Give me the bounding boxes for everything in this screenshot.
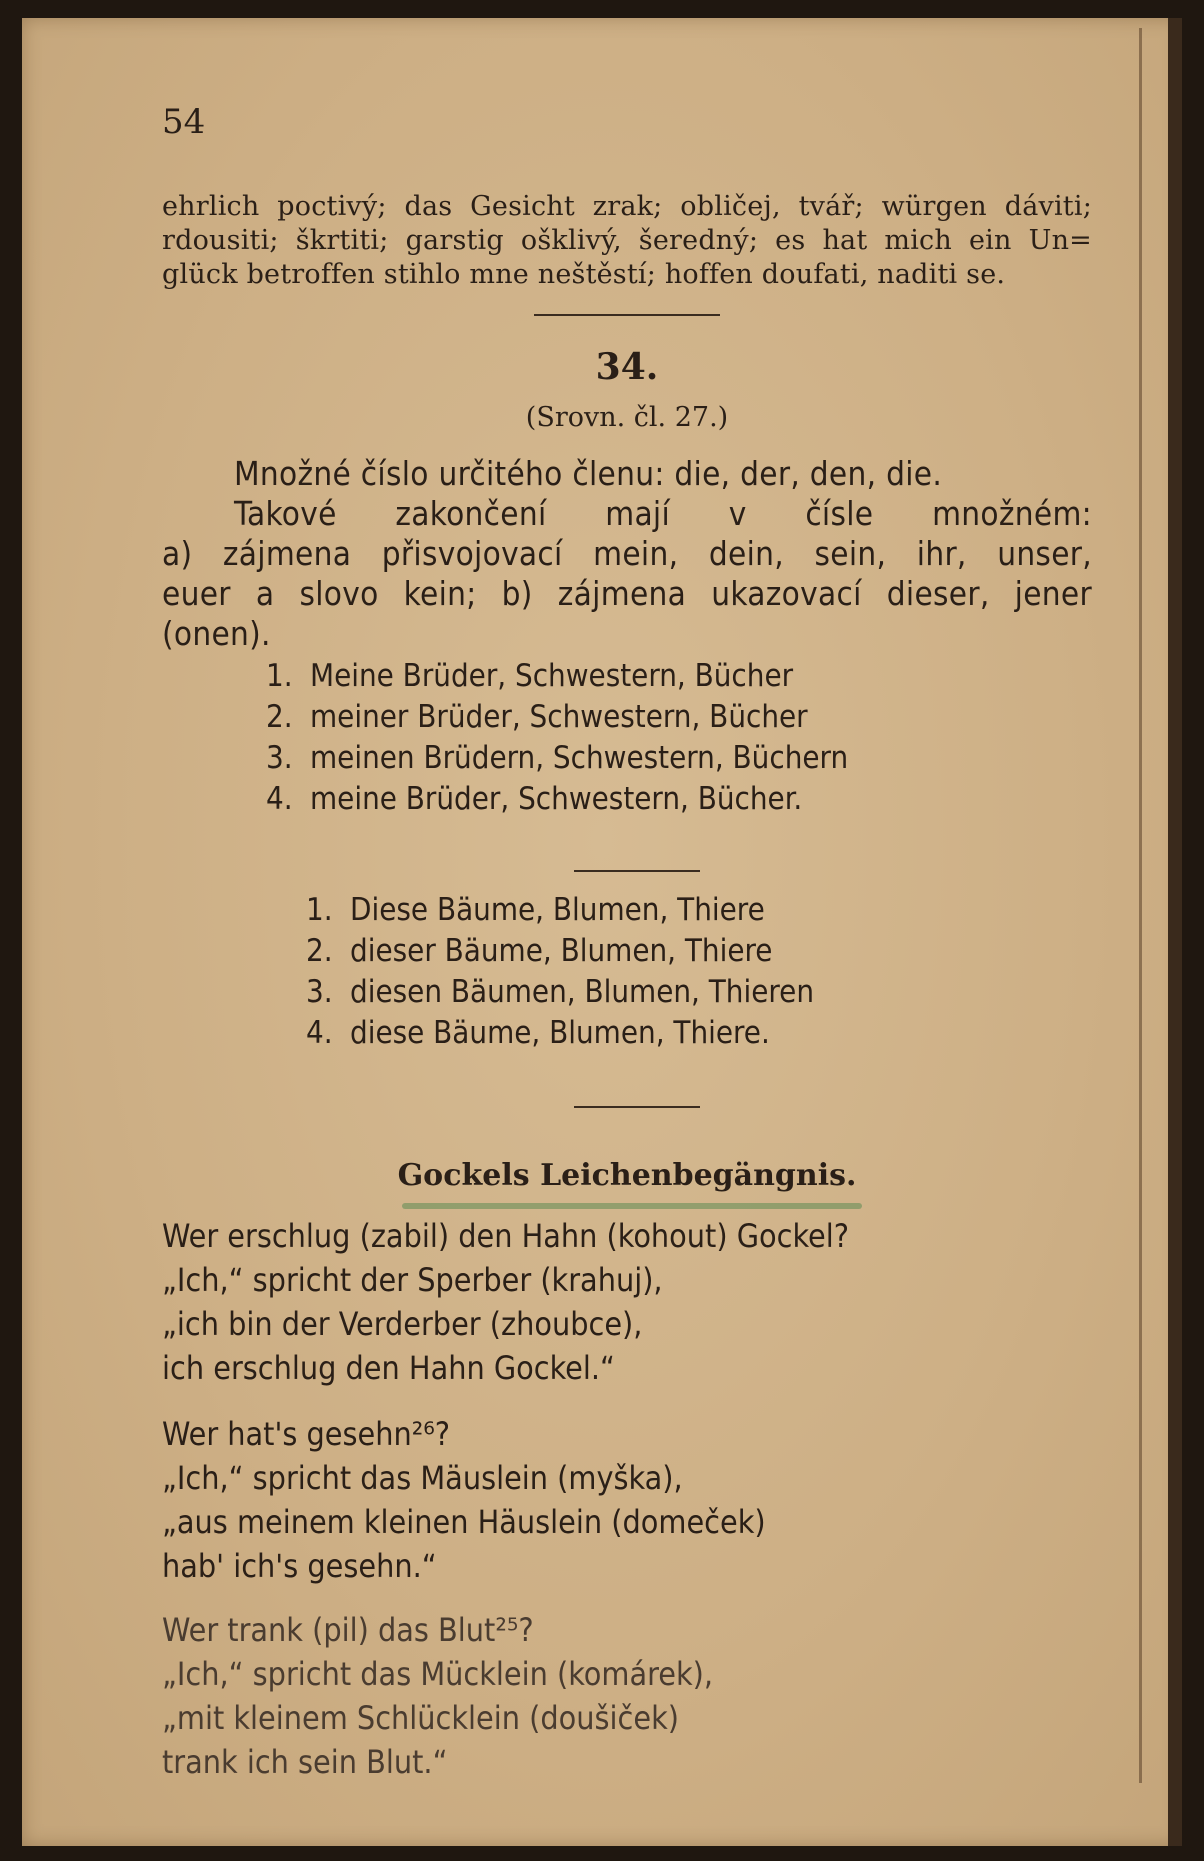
poem-stanza	[162, 1412, 1092, 1588]
vocab-line: ehrlich poctivý; das Gesicht zrak; obličej, tvář; würgen dáviti;	[162, 191, 1092, 222]
vocab-line: glück betroffen stihlo mne neštěstí; hoffen doufati, naditi se.	[162, 259, 1006, 290]
table-row: 4. meine Brüder, Schwestern, Bücher.	[266, 781, 803, 817]
poem-line: hab' ich's gesehn.“	[162, 1547, 437, 1585]
rule-line: (onen).	[162, 614, 271, 653]
poem-line: „mit kleinem Schlücklein (doušiček)	[162, 1699, 679, 1737]
table-row: 1. Meine Brüder, Schwestern, Bücher	[266, 658, 794, 694]
poem-line: Wer hat's gesehn²⁶?	[162, 1415, 451, 1453]
poem-stanza	[162, 1608, 1092, 1784]
declension-table-possessive	[266, 656, 848, 820]
rule-line: a) zájmena přisvojovací mein, dein, sein, ihr, unser,	[162, 534, 1092, 573]
section-number: 34.	[595, 346, 659, 388]
section-reference: (Srovn. čl. 27.)	[525, 402, 729, 433]
divider	[534, 314, 720, 316]
poem-title: Gockels Leichenbegängnis.	[397, 1158, 857, 1193]
poem-line: „Ich,“ spricht der Sperber (krahuj),	[162, 1261, 663, 1299]
declension-table-demonstrative	[306, 890, 814, 1054]
divider	[574, 1106, 700, 1108]
book-page	[22, 18, 1182, 1846]
gutter-shadow	[1139, 28, 1142, 1783]
table-row: 1. Diese Bäume, Blumen, Thiere	[306, 892, 765, 928]
rule-line: Takové zakončení mají v čísle množném:	[234, 494, 1092, 533]
table-row: 4. diese Bäume, Blumen, Thiere.	[306, 1015, 770, 1051]
grammar-rule	[162, 454, 1092, 654]
poem-line: ich erschlug den Hahn Gockel.“	[162, 1349, 615, 1387]
page-number: 54	[162, 102, 206, 142]
poem-stanza	[162, 1214, 1092, 1390]
poem-line: „aus meinem kleinen Häuslein (domeček)	[162, 1503, 766, 1541]
poem-line: trank ich sein Blut.“	[162, 1743, 448, 1781]
divider	[574, 870, 700, 872]
rule-line: Množné číslo určitého členu: die, der, den, die.	[234, 454, 943, 493]
vocabulary-block	[162, 190, 1092, 292]
table-row: 2. meiner Brüder, Schwestern, Bücher	[266, 699, 808, 735]
rule-line: euer a slovo kein; b) zájmena ukazovací dieser, jener	[162, 574, 1092, 613]
poem-line: „Ich,“ spricht das Mücklein (komárek),	[162, 1655, 713, 1693]
table-row: 2. dieser Bäume, Blumen, Thiere	[306, 933, 773, 969]
highlight-underline	[402, 1203, 862, 1209]
poem-line: „Ich,“ spricht das Mäuslein (myška),	[162, 1459, 683, 1497]
table-row: 3. meinen Brüdern, Schwestern, Büchern	[266, 740, 849, 776]
poem-line: Wer erschlug (zabil) den Hahn (kohout) Gockel?	[162, 1217, 849, 1255]
vocab-line: rdousiti; škrtiti; garstig ošklivý, šeredný; es hat mich ein Un=	[162, 225, 1092, 256]
poem-line: Wer trank (pil) das Blut²⁵?	[162, 1611, 534, 1649]
page-gutter	[1168, 18, 1182, 1846]
poem-line: „ich bin der Verderber (zhoubce),	[162, 1305, 643, 1343]
table-row: 3. diesen Bäumen, Blumen, Thieren	[306, 974, 815, 1010]
